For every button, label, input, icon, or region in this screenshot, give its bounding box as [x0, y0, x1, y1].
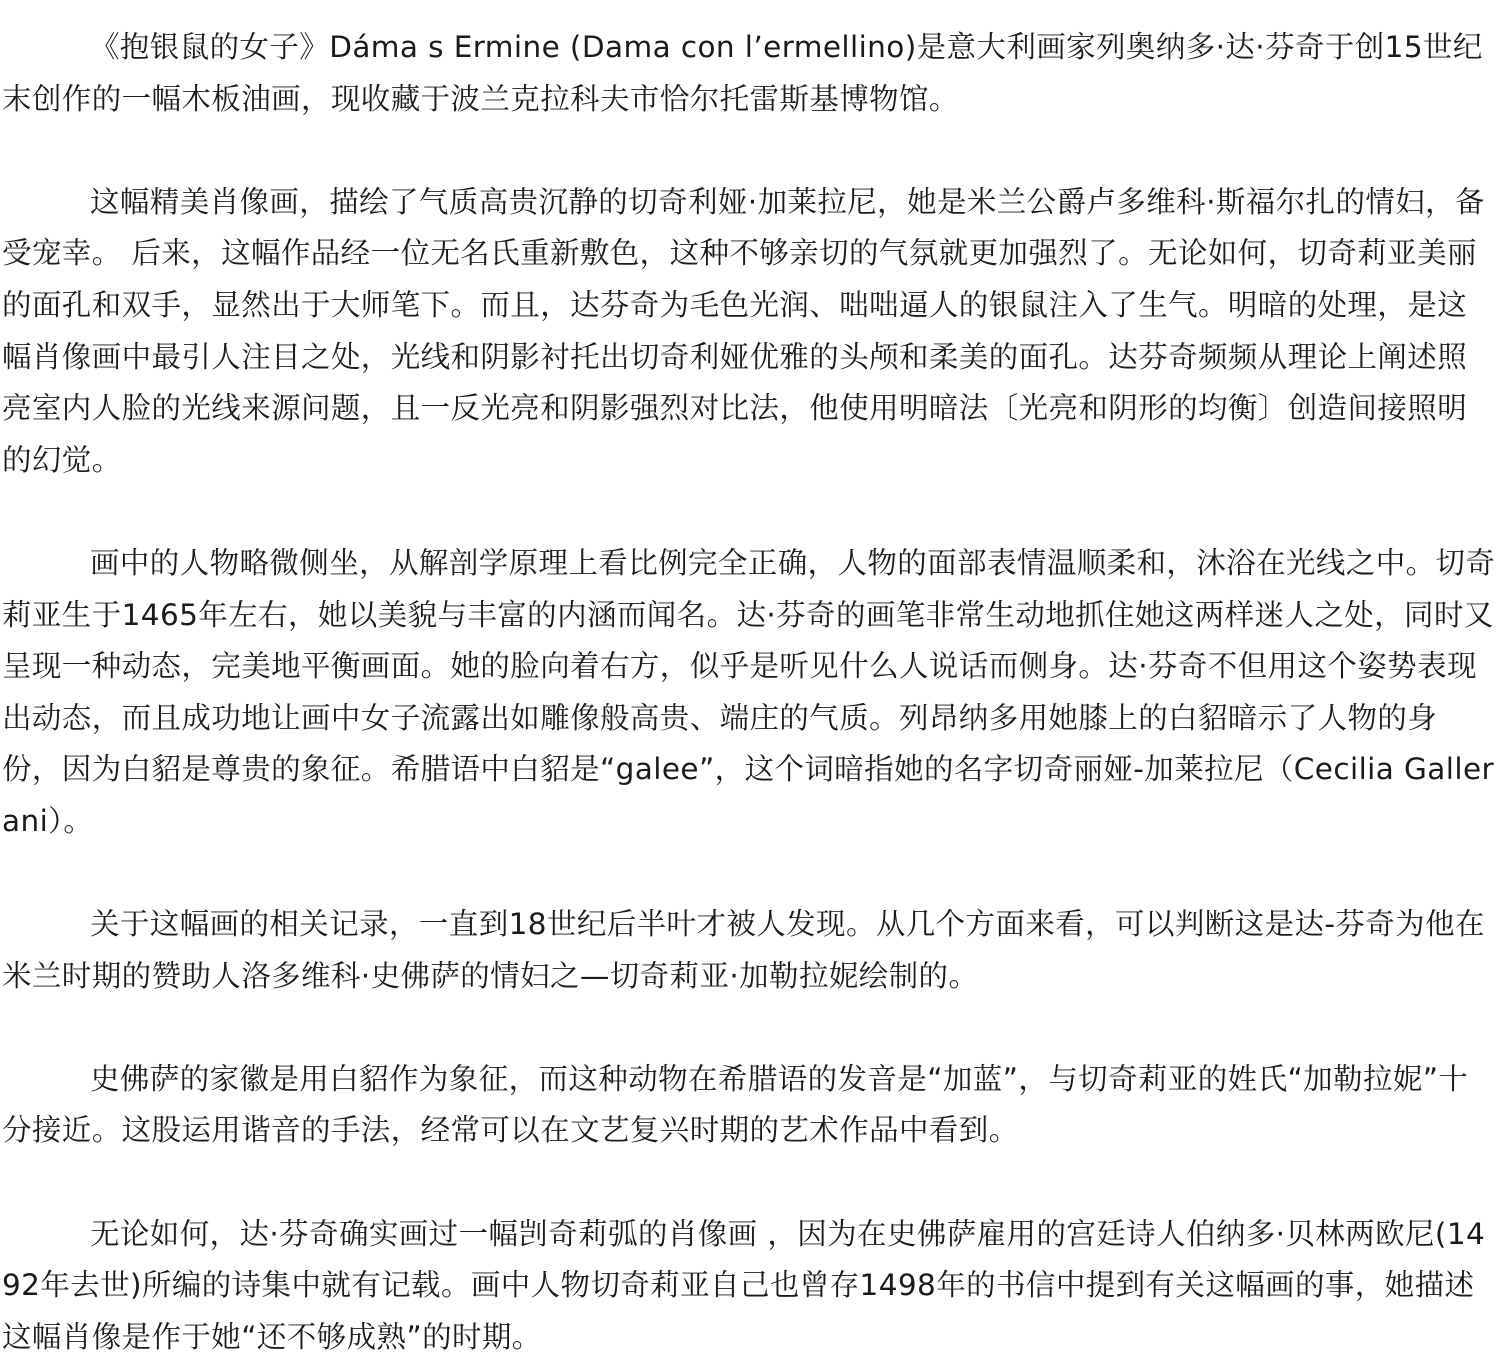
paragraph-evidence: 无论如何，达·芬奇确实画过一幅剀奇莉弧的肖像画 ，因为在史佛萨雇用的宫廷诗人伯纳多·贝林两欧尼(1492年去世)所编的诗集中就有记载。画中人物切奇莉亚自己也曾存1498年的书信中提到有关这幅画的事，她描述这幅肖像是作于她“还不够成熟”的时期。 — [2, 1216, 1486, 1354]
paragraph-pose: 画中的人物略微侧坐，从解剖学原理上看比例完全正确，人物的面部表情温顺柔和，沐浴在光线之中。切奇莉亚生于1465年左右，她以美貌与丰富的内涵而闻名。达·芬奇的画笔非常生动地抓住她这两样迷人之处，同时又呈现一种动态，完美地平衡画面。她的脸向着右方，似乎是听见什么人说话而侧身。达·芬奇不但用这个姿势表现出动态，而且成功地让画中女子流露出如雕像般高贵、端庄的气质。列昂纳多用她膝上的白貂暗示了人物的身份，因为白貂是尊贵的象征。希腊语中白貂是“galee”，这个词暗指她的名字切奇丽娅-加莱拉尼（Cecilia Gallerani）。 — [2, 545, 1496, 838]
paragraph-description: 这幅精美肖像画，描绘了气质高贵沉静的切奇利娅·加莱拉尼，她是米兰公爵卢多维科·斯福尔扎的情妇，备受宠幸。 后来，这幅作品经一位无名氏重新敷色，这种不够亲切的气氛就更加强烈了。无论如何，切奇莉亚美丽的面孔和双手，显然出于大师笔下。而且，达芬奇为毛色光润、咄咄逼人的银鼠注入了生气。明暗的处理，是这幅肖像画中最引人注目之处，光线和阴影衬托出切奇利娅优雅的头颅和柔美的面孔。达芬奇频频从理论上阐述照亮室内人脸的光线来源问题，且一反光亮和阴影强烈对比法，他使用明暗法〔光亮和阴形的均衡〕创造间接照明的幻觉。 — [2, 184, 1485, 477]
paragraph-intro: 《抱银鼠的女子》Dáma s Ermine (Dama con l’ermellino)是意大利画家列奥纳多·达·芬奇于创15世纪末创作的一幅木板油画，现收藏于波兰克拉科夫市恰尔托雷斯基博物馆。 — [2, 30, 1483, 116]
paragraph-records: 关于这幅画的相关记录，一直到18世纪后半叶才被人发现。从几个方面来看，可以判断这是达-芬奇为他在米兰时期的赞助人洛多维科·史佛萨的情妇之—切奇莉亚·加勒拉妮绘制的。 — [2, 907, 1485, 993]
paragraph-emblem: 史佛萨的家徽是用白貂作为象征，而这种动物在希腊语的发音是“加蓝”，与切奇莉亚的姓氏“加勒拉妮”十分接近。这股运用谐音的手法，经常可以在文艺复兴时期的艺术作品中看到。 — [2, 1061, 1469, 1148]
